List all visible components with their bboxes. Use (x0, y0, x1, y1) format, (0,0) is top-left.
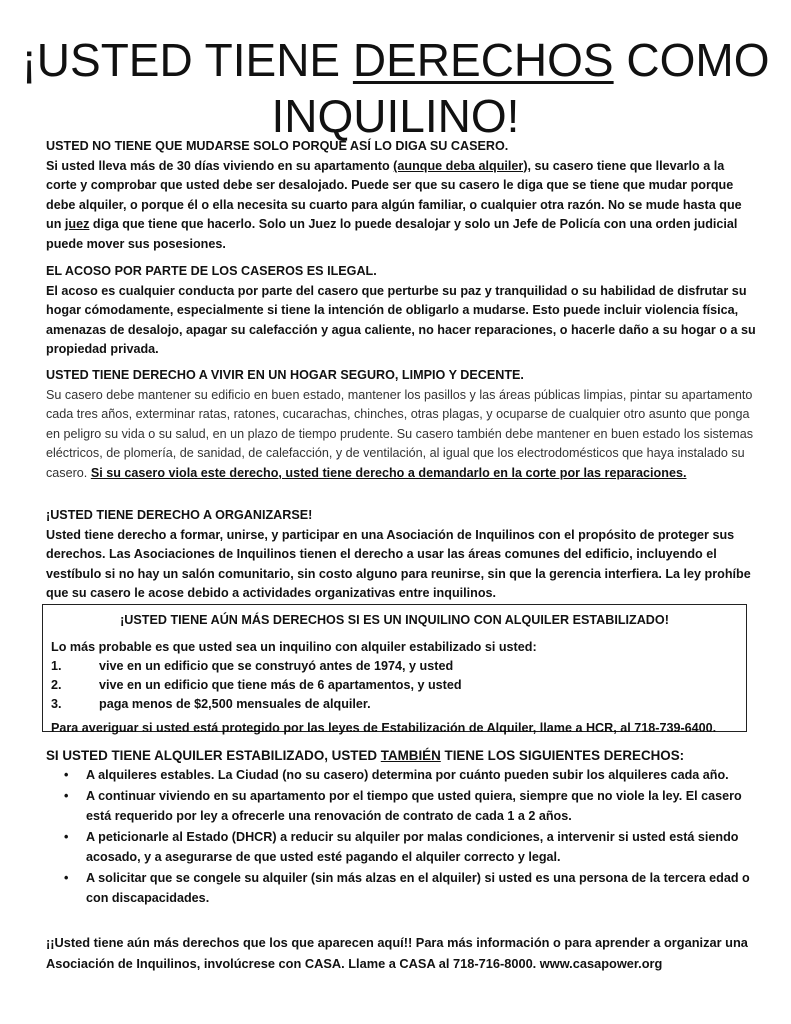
section-harassment (46, 262, 756, 360)
section-body: Su casero debe mantener su edificio en buen estado, mantener los pasillos y las áreas públicas limpias, pintar su apartamento cada tres años, exterminar ratas, ratones, cucarachas, chinches, otras plagas, y ocuparse de cualquier otro asunto que ponga en peligro su vida o su salud, en un plazo de tiempo prudente. Su casero también debe mantener en buen estado los sistemas eléctricos, de plomería, de sanidad, de calefacción, y de ventilación, al igual que los electrodomésticos que haya instalado su casero. Si su casero viola este derecho, usted tiene derecho a demandarlo en la corte por las reparaciones. (46, 387, 754, 480)
rent-stabilized-box (42, 604, 747, 735)
closing-paragraph: ¡¡Usted tiene aún más derechos que los que aparecen aquí!! Para más información o para aprender a organizar una Asociación de Inquilinos, involúcrese con CASA. Llame a CASA al 718-716-8000. www.casapower.org (46, 935, 748, 971)
box-list-item: 2. vive en un edificio que tiene más de 6 apartamentos, y usted (51, 678, 462, 692)
section-heading: USTED TIENE DERECHO A VIVIR EN UN HOGAR SEGURO, LIMPIO Y DECENTE. (46, 368, 524, 382)
box-list-item: 1. vive en un edificio que se construyó antes de 1974, y usted (51, 659, 454, 673)
list-item: • A peticionarle al Estado (DHCR) a reducir su alquiler por malas condiciones, a intervenir si usted está siendo acosado, y a asegurarse de que usted esté pagando el alquiler correcto y legal. (64, 830, 739, 864)
section-body: Si usted lleva más de 30 días viviendo en su apartamento (aunque deba alquiler), su casero tiene que llevarlo a la corte y comprobar que usted debe ser desalojado. Puede ser que su casero le diga que se tiene que mudar porque debe alquiler, o porque él o ella necesita su cuarto para algún familiar, o cualquier otra razón. No se mude hasta que un juez diga que tiene que hacerlo. Solo un Juez lo puede desalojar y solo un Jefe de Policía con una orden judicial puede mover sus posesiones. (46, 158, 742, 251)
section-eviction (46, 137, 756, 254)
title-underlined-word: DERECHOS (352, 34, 614, 86)
page-title: ¡USTED TIENE DERECHOS COMO (21, 34, 770, 86)
section-heading: USTED NO TIENE QUE MUDARSE SOLO PORQUE ASÍ LO DIGA SU CASERO. (46, 139, 509, 153)
list-item: • A continuar viviendo en su apartamento por el tiempo que usted quiera, siempre que no viole la ley. El casero está requerido por ley a ofrecerle una renovación de contrato de cada 1 a 2 años. (64, 789, 742, 823)
box-title: ¡USTED TIENE AÚN MÁS DERECHOS SI ES UN INQUILINO CON ALQUILER ESTABILIZADO! (120, 613, 669, 627)
section-safe-home (46, 366, 756, 483)
box-list-item: 3. paga menos de $2,500 mensuales de alquiler. (51, 697, 371, 711)
list-item: • A solicitar que se congele su alquiler (sin más alzas en el alquiler) si usted es una persona de la tercera edad o con discapacidades. (64, 871, 750, 905)
section-heading: SI USTED TIENE ALQUILER ESTABILIZADO, USTED TAMBIÉN TIENE LOS SIGUIENTES DERECHOS: (46, 748, 685, 763)
section-organize (46, 506, 756, 604)
section-heading: ¡USTED TIENE DERECHO A ORGANIZARSE! (46, 508, 313, 522)
list-item: • A alquileres estables. La Ciudad (no su casero) determina por cuánto pueden subir los alquileres cada año. (64, 767, 729, 782)
section-heading: EL ACOSO POR PARTE DE LOS CASEROS ES ILEGAL. (46, 264, 377, 278)
box-list (51, 657, 738, 714)
rights-list (46, 766, 756, 909)
page-title-line2: INQUILINO! (271, 90, 520, 142)
box-intro: Lo más probable es que usted sea un inquilino con alquiler estabilizado si usted: (51, 640, 537, 654)
box-footer: Para averiguar si usted está protegido por las leyes de Estabilización de Alquiler, llame a HCR, al 718-739-6400. (51, 721, 717, 735)
section-body: El acoso es cualquier conducta por parte del casero que perturbe su paz y tranquilidad o su habilidad de disfrutar su hogar cómodamente, especialmente si tiene la intención de obligarlo a mudarse. Esto puede incluir violencia física, amenazas de desalojo, apagar su calefacción y agua caliente, no hacer reparaciones, o hacerle daño a su hogar o a su propiedad privada. (46, 283, 756, 356)
section-body: Usted tiene derecho a formar, unirse, y participar en una Asociación de Inquilinos con el propósito de proteger sus derechos. Las Asociaciones de Inquilinos tienen el derecho a usar las áreas comunes del edificio, incluyendo el vestíbulo si no hay un salón comunitario, sin costo alguno para reunirse, sin que la gerencia interfiera. La ley prohíbe que su casero le acose debido a actividades organizativas entre inquilinos. (46, 527, 751, 600)
section-stabilized-rights (46, 746, 756, 910)
